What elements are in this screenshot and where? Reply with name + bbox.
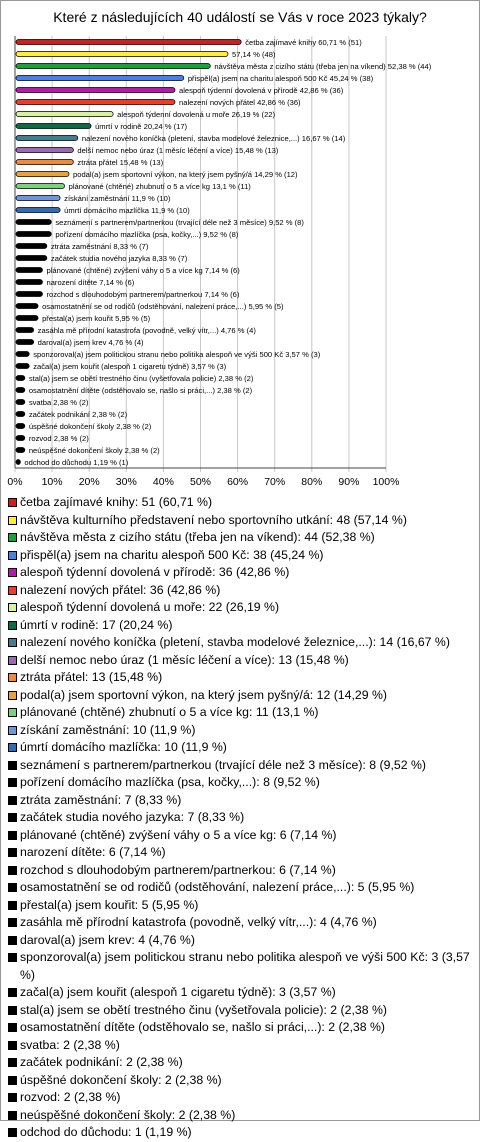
bar <box>16 124 91 129</box>
legend-item <box>8 879 474 897</box>
bar-value-label: začátek podnikání 2,38 % (2) <box>28 410 128 419</box>
legend-item <box>8 827 474 845</box>
legend-label: získání zaměstnání: 10 (11,9 %) <box>20 722 196 737</box>
legend-swatch <box>8 1128 17 1137</box>
legend-swatch <box>8 516 17 525</box>
legend-swatch <box>8 691 17 700</box>
legend-swatch <box>8 936 17 945</box>
bar <box>16 208 60 213</box>
legend-swatch <box>8 848 17 857</box>
bar <box>16 196 60 201</box>
legend-item <box>8 932 474 950</box>
bar <box>16 460 20 465</box>
x-tick-label: 0% <box>7 476 23 488</box>
bar <box>16 304 38 309</box>
legend-label: přispěl(a) jsem na charitu alespoň 500 Kč: 38 (45,24 %) <box>20 547 324 562</box>
bar <box>16 448 25 453</box>
legend-swatch <box>8 726 17 735</box>
legend-label: neúspěšné dokončení školy: 2 (2,38 %) <box>20 1107 236 1122</box>
legend-item <box>8 949 474 984</box>
bar <box>16 184 65 189</box>
legend-label: začátek studia nového jazyka: 7 (8,33 %) <box>20 810 245 824</box>
legend-swatch <box>8 586 17 595</box>
legend-item <box>8 547 474 565</box>
legend-swatch <box>8 883 17 892</box>
legend-item <box>8 844 474 862</box>
legend-label: ztráta přátel: 13 (15,48 %) <box>20 670 163 684</box>
legend-item <box>8 1107 474 1125</box>
legend-item <box>8 1089 474 1107</box>
bar-value-label: osamostatnění dítěte (odstěhovalo se, našlo si práci,...) 2,38 % (2) <box>28 386 253 395</box>
bar <box>16 64 210 69</box>
legend-item <box>8 739 474 757</box>
legend-label: odchod do důchodu: 1 (1,19 %) <box>20 1125 192 1139</box>
legend-swatch <box>8 673 17 682</box>
legend-swatch <box>8 568 17 577</box>
bar <box>16 436 25 441</box>
bar-value-label: svatba 2,38 % (2) <box>28 398 89 407</box>
bar-value-label: odchod do důchodu 1,19 % (1) <box>24 458 129 467</box>
legend-item <box>8 634 474 652</box>
bar <box>16 340 34 345</box>
bar <box>16 424 25 429</box>
legend-label: alespoň týdenní dovolená u moře: 22 (26,19 %) <box>20 600 280 614</box>
bar <box>16 280 42 285</box>
legend-swatch <box>8 638 17 647</box>
legend-label: rozchod s dlouhodobým partnerem/partnerkou: 6 (7,14 %) <box>20 862 336 877</box>
legend-item <box>8 1002 474 1020</box>
legend-label: plánované (chtěné) zhubnutí o 5 a více kg: 11 (13,1 %) <box>20 705 319 719</box>
legend-swatch <box>8 831 17 840</box>
legend-item <box>8 617 474 635</box>
legend-swatch <box>8 1023 17 1032</box>
legend-swatch <box>8 988 17 997</box>
bar <box>16 388 25 393</box>
bar <box>16 232 51 237</box>
legend-label: zasáhla mě přírodní katastrofa (povodně, velký vítr,...): 4 (4,76 %) <box>20 915 377 929</box>
bar-value-label: rozvod 2,38 % (2) <box>28 434 89 443</box>
bar-value-label: zasáhla mě přírodní katastrofa (povodně, velký vítr,...) 4,76 % (4) <box>37 326 256 335</box>
legend-swatch <box>8 656 17 665</box>
legend-label: četba zajímavé knihy: 51 (60,71 %) <box>20 495 213 509</box>
bar <box>16 292 42 297</box>
bar <box>16 376 25 381</box>
bar-value-label: plánované (chtěné) zvýšení váhy o 5 a více kg 7,14 % (6) <box>46 266 240 275</box>
x-tick-label: 60% <box>227 476 249 488</box>
x-tick-label: 30% <box>115 476 137 488</box>
legend-item <box>8 1124 474 1142</box>
legend-item <box>8 1072 474 1090</box>
bar-value-label: začal(a) jsem kouřit (alespoň 1 cigaretu týdně) 3,57 % (3) <box>33 362 227 371</box>
bar-value-label: podal(a) jsem sportovní výkon, na který jsem pyšný/á 14,29 % (12) <box>73 170 298 179</box>
legend-label: podal(a) jsem sportovní výkon, na který jsem pyšný/á: 12 (14,29 %) <box>20 687 388 702</box>
legend-item <box>8 792 474 810</box>
bar <box>16 244 47 249</box>
legend-swatch <box>8 778 17 787</box>
legend-item <box>8 512 474 530</box>
bar <box>16 364 29 369</box>
bar-value-label: delší nemoc nebo úraz (1 měsíc léčení a více) 15,48 % (13) <box>77 146 279 155</box>
bar <box>16 412 25 417</box>
bar <box>16 352 29 357</box>
bar <box>16 100 175 105</box>
legend-label: návštěva města z cizího státu (třeba jen na víkend): 44 (52,38 %) <box>20 530 375 544</box>
bar <box>16 136 78 141</box>
bar-value-label: úmrtí domácího mazlíčka 11,9 % (10) <box>64 206 190 215</box>
x-tick-label: 10% <box>41 476 63 488</box>
legend-label: osamostatnění se od rodičů (odstěhování, nalezení práce,...): 5 (5,95 %) <box>20 880 415 894</box>
bar <box>16 328 34 333</box>
legend-item <box>8 494 474 512</box>
legend-item <box>8 669 474 687</box>
x-tick-label: 50% <box>189 476 212 488</box>
legend-swatch <box>8 743 17 752</box>
legend-item <box>8 1037 474 1055</box>
bar <box>16 76 184 81</box>
legend-swatch <box>8 761 17 770</box>
legend-item <box>8 652 474 670</box>
bar-chart <box>0 0 480 490</box>
bar <box>16 400 25 405</box>
bar-value-label: četba zajímavé knihy 60,71 % (51) <box>245 38 362 47</box>
bar-value-label: sponzoroval(a) jsem politickou stranu nebo politika alespoň ve výši 500 Kč 3,57 % (3) <box>33 350 321 359</box>
legend-label: rozvod: 2 (2,38 %) <box>20 1090 121 1104</box>
x-tick-label: 90% <box>338 476 360 488</box>
bar <box>16 316 38 321</box>
bar-value-label: neúspěšné dokončení školy 2,38 % (2) <box>28 446 160 455</box>
bar-value-label: nalezení nového koníčka (pletení, stavba modelové železnice,...) 16,67 % (14) <box>81 134 346 143</box>
legend-swatch <box>8 708 17 717</box>
bar-value-label: úspěšné dokončení školy 2,38 % (2) <box>28 422 152 431</box>
bar <box>16 148 73 153</box>
legend-label: přestal(a) jsem kouřit: 5 (5,95 %) <box>20 897 199 912</box>
legend-label: začátek podnikání: 2 (2,38 %) <box>20 1055 183 1069</box>
bar <box>16 112 113 117</box>
bar <box>16 160 73 165</box>
legend-item <box>8 529 474 547</box>
legend-swatch <box>8 621 17 630</box>
legend-label: nalezení nových přátel: 36 (42,86 %) <box>20 582 221 597</box>
bar-value-label: osamostatnění se od rodičů (odstěhování, nalezení práce,...) 5,95 % (5) <box>42 302 284 311</box>
legend-item <box>8 722 474 740</box>
bar-value-label: ztráta přátel 15,48 % (13) <box>77 158 164 167</box>
bar-value-label: úmrtí v rodině 20,24 % (17) <box>95 122 188 131</box>
legend-swatch <box>8 918 17 927</box>
legend-item <box>8 704 474 722</box>
bar-value-label: 57,14 % (48) <box>231 50 276 59</box>
x-tick-label: 70% <box>264 476 286 488</box>
legend-swatch <box>8 1006 17 1015</box>
legend-label: delší nemoc nebo úraz (1 měsíc léčení a více): 13 (15,48 %) <box>20 652 349 667</box>
legend-label: daroval(a) jsem krev: 4 (4,76 %) <box>20 932 195 947</box>
x-tick-label: 100% <box>372 476 400 488</box>
bar-value-label: alespoň týdenní dovolená v přírodě 42,86 % (36) <box>179 86 344 95</box>
bar-value-label: pořízení domácího mazlíčka (psa, kočky,...) 9,52 % (8) <box>55 230 239 239</box>
bar <box>16 88 175 93</box>
bar-value-label: přispěl(a) jsem na charitu alespoň 500 Kč 45,24 % (38) <box>187 74 374 83</box>
legend-label: osamostatnění dítěte (odstěhovalo se, našlo si práci,...): 2 (2,38 %) <box>20 1020 385 1034</box>
legend-swatch <box>8 1058 17 1067</box>
legend-swatch <box>8 1093 17 1102</box>
x-tick-label: 80% <box>301 476 323 488</box>
legend-item <box>8 582 474 600</box>
x-tick-label: 20% <box>78 476 100 488</box>
bar <box>16 220 51 225</box>
bar <box>16 172 69 177</box>
legend-label: nalezení nového koníčka (pletení, stavba modelové železnice,...): 14 (16,67 %) <box>20 635 450 649</box>
bar-value-label: návštěva města z cizího státu (třeba jen na víkend) 52,38 % (44) <box>214 62 432 71</box>
bar-value-label: alespoň týdenní dovolená u moře 26,19 % (22) <box>117 110 276 119</box>
x-tick-label: 40% <box>152 476 174 488</box>
legend-label: seznámení s partnerem/partnerkou (trvající déle než 3 měsíce): 8 (9,52 %) <box>20 757 426 772</box>
legend-label: alespoň týdenní dovolená v přírodě: 36 (42,86 %) <box>20 565 290 579</box>
bar-value-label: rozchod s dlouhodobým partnerem/partnerkou 7,14 % (6) <box>46 290 240 299</box>
legend-label: pořízení domácího mazlíčka (psa, kočky,...): 8 (9,52 %) <box>20 775 320 789</box>
bar-value-label: získání zaměstnání 11,9 % (10) <box>64 194 171 203</box>
legend-item <box>8 862 474 880</box>
legend-label: sponzoroval(a) jsem politickou stranu nebo politika alespoň ve výši 500 Kč: 3 (3,57 %) <box>20 950 470 982</box>
legend-item <box>8 757 474 775</box>
bar-value-label: seznámení s partnerem/partnerkou (trvající déle než 3 měsíce) 9,52 % (8) <box>55 218 304 227</box>
legend-swatch <box>8 1076 17 1085</box>
legend-label: plánované (chtěné) zvýšení váhy o 5 a více kg: 6 (7,14 %) <box>20 827 337 842</box>
legend-item <box>8 1019 474 1037</box>
legend-item <box>8 809 474 827</box>
bar <box>16 40 241 45</box>
bar-value-label: přestal(a) jsem kouřit 5,95 % (5) <box>42 314 151 323</box>
bar <box>16 268 42 273</box>
legend-label: stal(a) jsem se obětí trestného činu (vyšetřovala policie): 2 (2,38 %) <box>20 1002 388 1017</box>
legend-label: narození dítěte: 6 (7,14 %) <box>20 845 166 859</box>
legend-label: úspěšné dokončení školy: 2 (2,38 %) <box>20 1072 222 1087</box>
legend-item <box>8 984 474 1002</box>
legend-swatch <box>8 498 17 507</box>
legend-label: úmrtí domácího mazlíčka: 10 (11,9 %) <box>20 740 227 754</box>
bar-value-label: plánované (chtěné) zhubnutí o 5 a více kg 13,1 % (11) <box>68 182 251 191</box>
legend-item <box>8 774 474 792</box>
bar-value-label: stal(a) jsem se obětí trestného činu (vyšetřovala policie) 2,38 % (2) <box>28 374 254 383</box>
chart-legend <box>8 494 474 1142</box>
bar <box>16 52 228 57</box>
legend-item <box>8 1054 474 1072</box>
legend-swatch <box>8 866 17 875</box>
legend-item <box>8 914 474 932</box>
legend-swatch <box>8 603 17 612</box>
bar-value-label: narození dítěte 7,14 % (6) <box>46 278 135 287</box>
bar-value-label: daroval(a) jsem krev 4,76 % (4) <box>37 338 144 347</box>
legend-swatch <box>8 551 17 560</box>
chart-title: Které z následujících 40 událostí se Vás v roce 2023 týkaly? <box>53 9 427 25</box>
legend-swatch <box>8 1111 17 1120</box>
bar <box>16 256 47 261</box>
legend-label: úmrtí v rodině: 17 (20,24 %) <box>20 617 173 632</box>
bar-value-label: nalezení nových přátel 42,86 % (36) <box>179 98 301 107</box>
legend-label: návštěva kulturního představení nebo sportovního utkání: 48 (57,14 %) <box>20 512 407 527</box>
legend-swatch <box>8 901 17 910</box>
legend-swatch <box>8 533 17 542</box>
legend-item <box>8 687 474 705</box>
legend-label: svatba: 2 (2,38 %) <box>20 1037 120 1052</box>
bar-value-label: ztráta zaměstnání 8,33 % (7) <box>50 242 149 251</box>
legend-swatch <box>8 953 17 962</box>
legend-swatch <box>8 796 17 805</box>
legend-item <box>8 599 474 617</box>
legend-label: ztráta zaměstnání: 7 (8,33 %) <box>20 792 182 807</box>
legend-swatch <box>8 1041 17 1050</box>
bar-value-label: začátek studia nového jazyka 8,33 % (7) <box>50 254 188 263</box>
legend-label: začal(a) jsem kouřit (alespoň 1 cigaretu týdně): 3 (3,57 %) <box>20 985 336 999</box>
legend-swatch <box>8 813 17 822</box>
legend-item <box>8 897 474 915</box>
legend-item <box>8 564 474 582</box>
